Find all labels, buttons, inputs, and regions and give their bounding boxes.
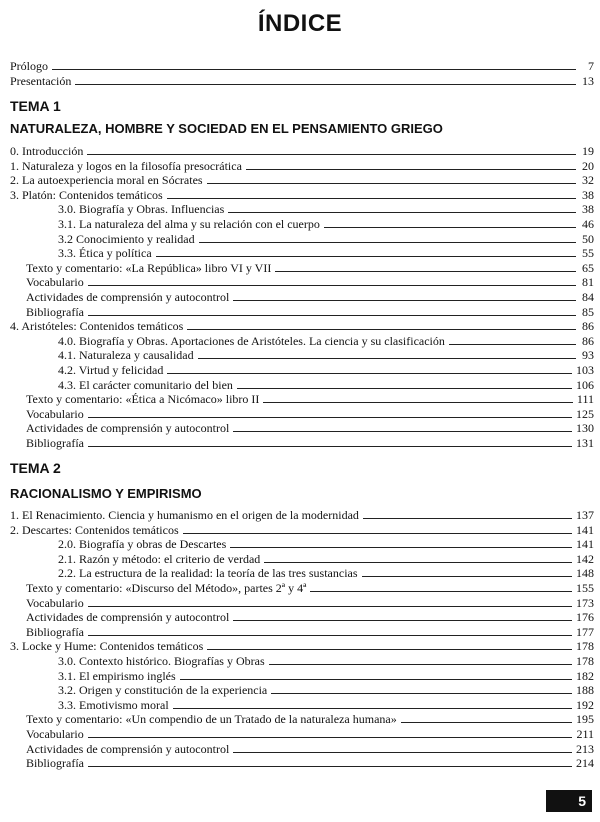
toc-entry-page: 19	[582, 144, 594, 158]
leader-line	[363, 518, 572, 519]
leader-line	[207, 649, 572, 650]
leader-line	[88, 315, 576, 316]
leader-line	[269, 664, 572, 665]
leader-line	[401, 722, 572, 723]
leader-line	[180, 679, 572, 680]
toc-entry-text: 4.1. Naturaleza y causalidad	[58, 348, 194, 363]
leader-line	[246, 169, 576, 170]
toc-entry-page: 155	[576, 581, 594, 595]
toc-entry-text: Bibliografía	[26, 624, 84, 639]
toc-entry-text: 0. Introducción	[10, 144, 84, 158]
toc-entry-text: Vocabulario	[26, 727, 84, 741]
toc-entry[interactable]	[26, 742, 594, 756]
toc-entry-page: 182	[576, 668, 594, 683]
toc-entry[interactable]	[58, 202, 594, 216]
toc-entry[interactable]	[10, 508, 594, 522]
toc-entry[interactable]	[26, 261, 594, 275]
toc-entry-text: Vocabulario	[26, 406, 84, 421]
toc-entry-page: 188	[576, 683, 594, 698]
toc-entry-page: 85	[582, 304, 594, 319]
leader-line	[183, 533, 572, 534]
toc-entry-page: 148	[576, 566, 594, 581]
leader-line	[173, 708, 572, 709]
leader-line	[264, 562, 572, 563]
toc-entry-page: 111	[576, 392, 594, 407]
toc-entry[interactable]	[10, 74, 594, 88]
leader-line	[88, 446, 572, 447]
toc-entry-page: 86	[582, 333, 594, 348]
toc-entry-text: 4.0. Biografía y Obras. Aportaciones de Aristóteles. La ciencia y su clasificación	[58, 333, 445, 348]
toc-entry[interactable]	[58, 698, 594, 712]
toc-entry[interactable]	[58, 552, 594, 566]
leader-line	[275, 271, 576, 272]
toc-entry-text: 2.2. La estructura de la realidad: la teoría de las tres sustancias	[58, 566, 358, 581]
toc-entry[interactable]	[58, 378, 594, 392]
toc-entry-text: Texto y comentario: «Un compendio de un Tratado de la naturaleza humana»	[26, 712, 397, 727]
leader-line	[88, 635, 572, 636]
toc-entry[interactable]	[58, 669, 594, 683]
leader-line	[198, 358, 576, 359]
page-title: ÍNDICE	[257, 10, 343, 37]
toc-entry[interactable]	[10, 59, 594, 73]
toc-entry[interactable]	[58, 246, 594, 260]
toc-entry-page: 20	[582, 158, 594, 173]
toc-entry-page: 65	[582, 260, 594, 275]
toc-entry-text: 1. El Renacimiento. Ciencia y humanismo en el origen de la modernidad	[10, 508, 359, 522]
toc-entry[interactable]	[10, 639, 594, 653]
toc-entry[interactable]	[26, 596, 594, 610]
toc-entry-text: 3.1. La naturaleza del alma y su relación con el cuerpo	[58, 217, 320, 231]
toc-entry[interactable]	[26, 392, 594, 406]
toc-entry[interactable]	[10, 319, 594, 333]
toc-entry[interactable]	[58, 566, 594, 580]
toc-entry[interactable]	[58, 683, 594, 697]
leader-line	[156, 256, 576, 257]
toc-entry-page: 141	[576, 522, 594, 537]
toc-entry-text: 4. Aristóteles: Contenidos temáticos	[10, 319, 184, 334]
toc-entry-page: 178	[576, 639, 594, 654]
toc-entry-text: Actividades de comprensión y autocontrol	[26, 421, 230, 436]
toc-entry-text: 1. Naturaleza y logos en la filosofía presocrática	[10, 158, 242, 173]
toc-entry-text: Texto y comentario: «Ética a Nicómaco» libro II	[26, 392, 260, 407]
tema-2-label: TEMA 2	[10, 460, 61, 476]
toc-entry-page: 38	[582, 202, 594, 217]
leader-line	[263, 402, 572, 403]
leader-line	[88, 737, 573, 738]
leader-line	[167, 198, 576, 199]
toc-entry-page: 38	[582, 187, 594, 202]
toc-entry-text: 2. La autoexperiencia moral en Sócrates	[10, 173, 203, 188]
toc-entry-text: 4.2. Virtud y felicidad	[58, 363, 164, 377]
toc-entry-page: 131	[576, 436, 594, 450]
leader-line	[233, 752, 572, 753]
toc-entry-text: 3.3. Ética y política	[58, 246, 152, 261]
toc-entry[interactable]	[26, 421, 594, 435]
leader-line	[52, 69, 576, 70]
toc-entry-page: 195	[576, 712, 594, 727]
leader-line	[230, 547, 572, 548]
toc-entry[interactable]	[26, 727, 594, 741]
toc-entry[interactable]	[10, 523, 594, 537]
toc-entry-text: Texto y comentario: «La República» libro VI y VII	[26, 260, 272, 275]
toc-entry-page: 46	[582, 217, 594, 231]
toc-entry-page: 93	[582, 348, 594, 363]
toc-entry-text: Bibliografía	[26, 756, 84, 771]
leader-line	[207, 183, 576, 184]
toc-entry-text: 3.3. Emotivismo moral	[58, 697, 169, 712]
toc-entry[interactable]	[26, 581, 594, 595]
leader-line	[88, 417, 572, 418]
leader-line	[199, 242, 576, 243]
toc-entry-page: 125	[576, 406, 594, 421]
leader-line	[310, 591, 572, 592]
toc-entry-text: Actividades de comprensión y autocontrol	[26, 741, 230, 756]
toc-entry-text: 3. Locke y Hume: Contenidos temáticos	[10, 639, 204, 654]
toc-entry-page: 86	[582, 319, 594, 334]
toc-entry[interactable]	[58, 217, 594, 231]
toc-entry[interactable]	[10, 159, 594, 173]
leader-line	[233, 620, 572, 621]
toc-entry[interactable]	[10, 173, 594, 187]
toc-entry-text: Actividades de comprensión y autocontrol	[26, 290, 230, 304]
toc-entry[interactable]	[58, 334, 594, 348]
leader-line	[88, 766, 572, 767]
leader-line	[87, 154, 576, 155]
leader-line	[228, 212, 576, 213]
toc-entry-page: 213	[576, 741, 594, 756]
toc-entry[interactable]	[26, 275, 594, 289]
toc-entry[interactable]	[58, 363, 594, 377]
toc-entry[interactable]	[26, 610, 594, 624]
toc-entry[interactable]	[58, 232, 594, 246]
toc-entry[interactable]	[26, 305, 594, 319]
leader-line	[449, 344, 576, 345]
toc-entry-text: Texto y comentario: «Discurso del Método», partes 2ª y 4ª	[26, 581, 307, 595]
toc-entry-text: 3.2 Conocimiento y realidad	[58, 231, 195, 246]
toc-entry[interactable]	[26, 407, 594, 421]
leader-line	[75, 84, 576, 85]
toc-entry-text: 3.1. El empirismo inglés	[58, 668, 176, 683]
toc-entry-page: 137	[576, 508, 594, 522]
toc-entry-text: Vocabulario	[26, 275, 84, 290]
toc-entry[interactable]	[58, 537, 594, 551]
leader-line	[88, 285, 576, 286]
leader-line	[362, 576, 572, 577]
toc-entry-text: 2.1. Razón y método: el criterio de verdad	[58, 551, 261, 566]
toc-entry-text: Bibliografía	[26, 436, 84, 450]
toc-entry-text: Prólogo	[10, 59, 49, 73]
toc-entry-page: 55	[582, 246, 594, 261]
toc-entry[interactable]	[26, 712, 594, 726]
toc-entry-page: 32	[582, 173, 594, 188]
toc-entry-page: 81	[582, 275, 594, 290]
leader-line	[167, 373, 572, 374]
leader-line	[187, 329, 576, 330]
toc-entry[interactable]	[26, 290, 594, 304]
toc-entry-text: 2.0. Biografía y obras de Descartes	[58, 537, 227, 552]
leader-line	[233, 300, 576, 301]
toc-entry-text: 3.0. Biografía y Obras. Influencias	[58, 202, 225, 217]
toc-entry-page: 106	[576, 377, 594, 392]
toc-entry-page: 84	[582, 290, 594, 304]
toc-entry-text: Vocabulario	[26, 595, 84, 610]
leader-line	[233, 431, 572, 432]
toc-entry[interactable]	[26, 436, 594, 450]
toc-entry-page: 211	[576, 727, 594, 741]
toc-entry-page: 176	[576, 610, 594, 625]
toc-entry[interactable]	[26, 625, 594, 639]
toc-entry[interactable]	[26, 756, 594, 770]
toc-entry-text: Bibliografía	[26, 304, 84, 319]
toc-entry-text: 2. Descartes: Contenidos temáticos	[10, 522, 179, 537]
toc-entry[interactable]	[58, 654, 594, 668]
toc-entry-text: 3.2. Origen y constitución de la experiencia	[58, 683, 268, 698]
toc-entry-page: 103	[576, 363, 594, 377]
toc-entry-page: 50	[582, 231, 594, 246]
toc-entry[interactable]	[10, 144, 594, 158]
tema-1-label: TEMA 1	[10, 98, 61, 114]
toc-entry-page: 178	[576, 654, 594, 668]
page-number: 5	[546, 790, 592, 812]
toc-entry[interactable]	[10, 188, 594, 202]
toc-entry-page: 13	[582, 74, 594, 88]
tema-2-title: RACIONALISMO Y EMPIRISMO	[10, 486, 202, 501]
toc-entry-page: 192	[576, 697, 594, 712]
tema-1-title: NATURALEZA, HOMBRE Y SOCIEDAD EN EL PENSAMIENTO GRIEGO	[10, 121, 443, 136]
toc-entry-page: 130	[576, 421, 594, 436]
toc-entry-text: 3.0. Contexto histórico. Biografías y Obras	[58, 654, 265, 668]
leader-line	[88, 606, 572, 607]
toc-entry-page: 173	[576, 595, 594, 610]
toc-entry-text: Presentación	[10, 74, 72, 88]
toc-entry-page: 7	[588, 59, 594, 73]
toc-entry-page: 142	[576, 551, 594, 566]
toc-entry-text: 4.3. El carácter comunitario del bien	[58, 377, 233, 392]
toc-entry-page: 177	[576, 624, 594, 639]
leader-line	[271, 693, 572, 694]
leader-line	[324, 227, 576, 228]
toc-entry-page: 214	[576, 756, 594, 771]
leader-line	[237, 388, 572, 389]
toc-entry-text: 3. Platón: Contenidos temáticos	[10, 187, 163, 202]
toc-entry-page: 141	[576, 537, 594, 552]
toc-entry[interactable]	[58, 348, 594, 362]
toc-entry-text: Actividades de comprensión y autocontrol	[26, 610, 230, 625]
